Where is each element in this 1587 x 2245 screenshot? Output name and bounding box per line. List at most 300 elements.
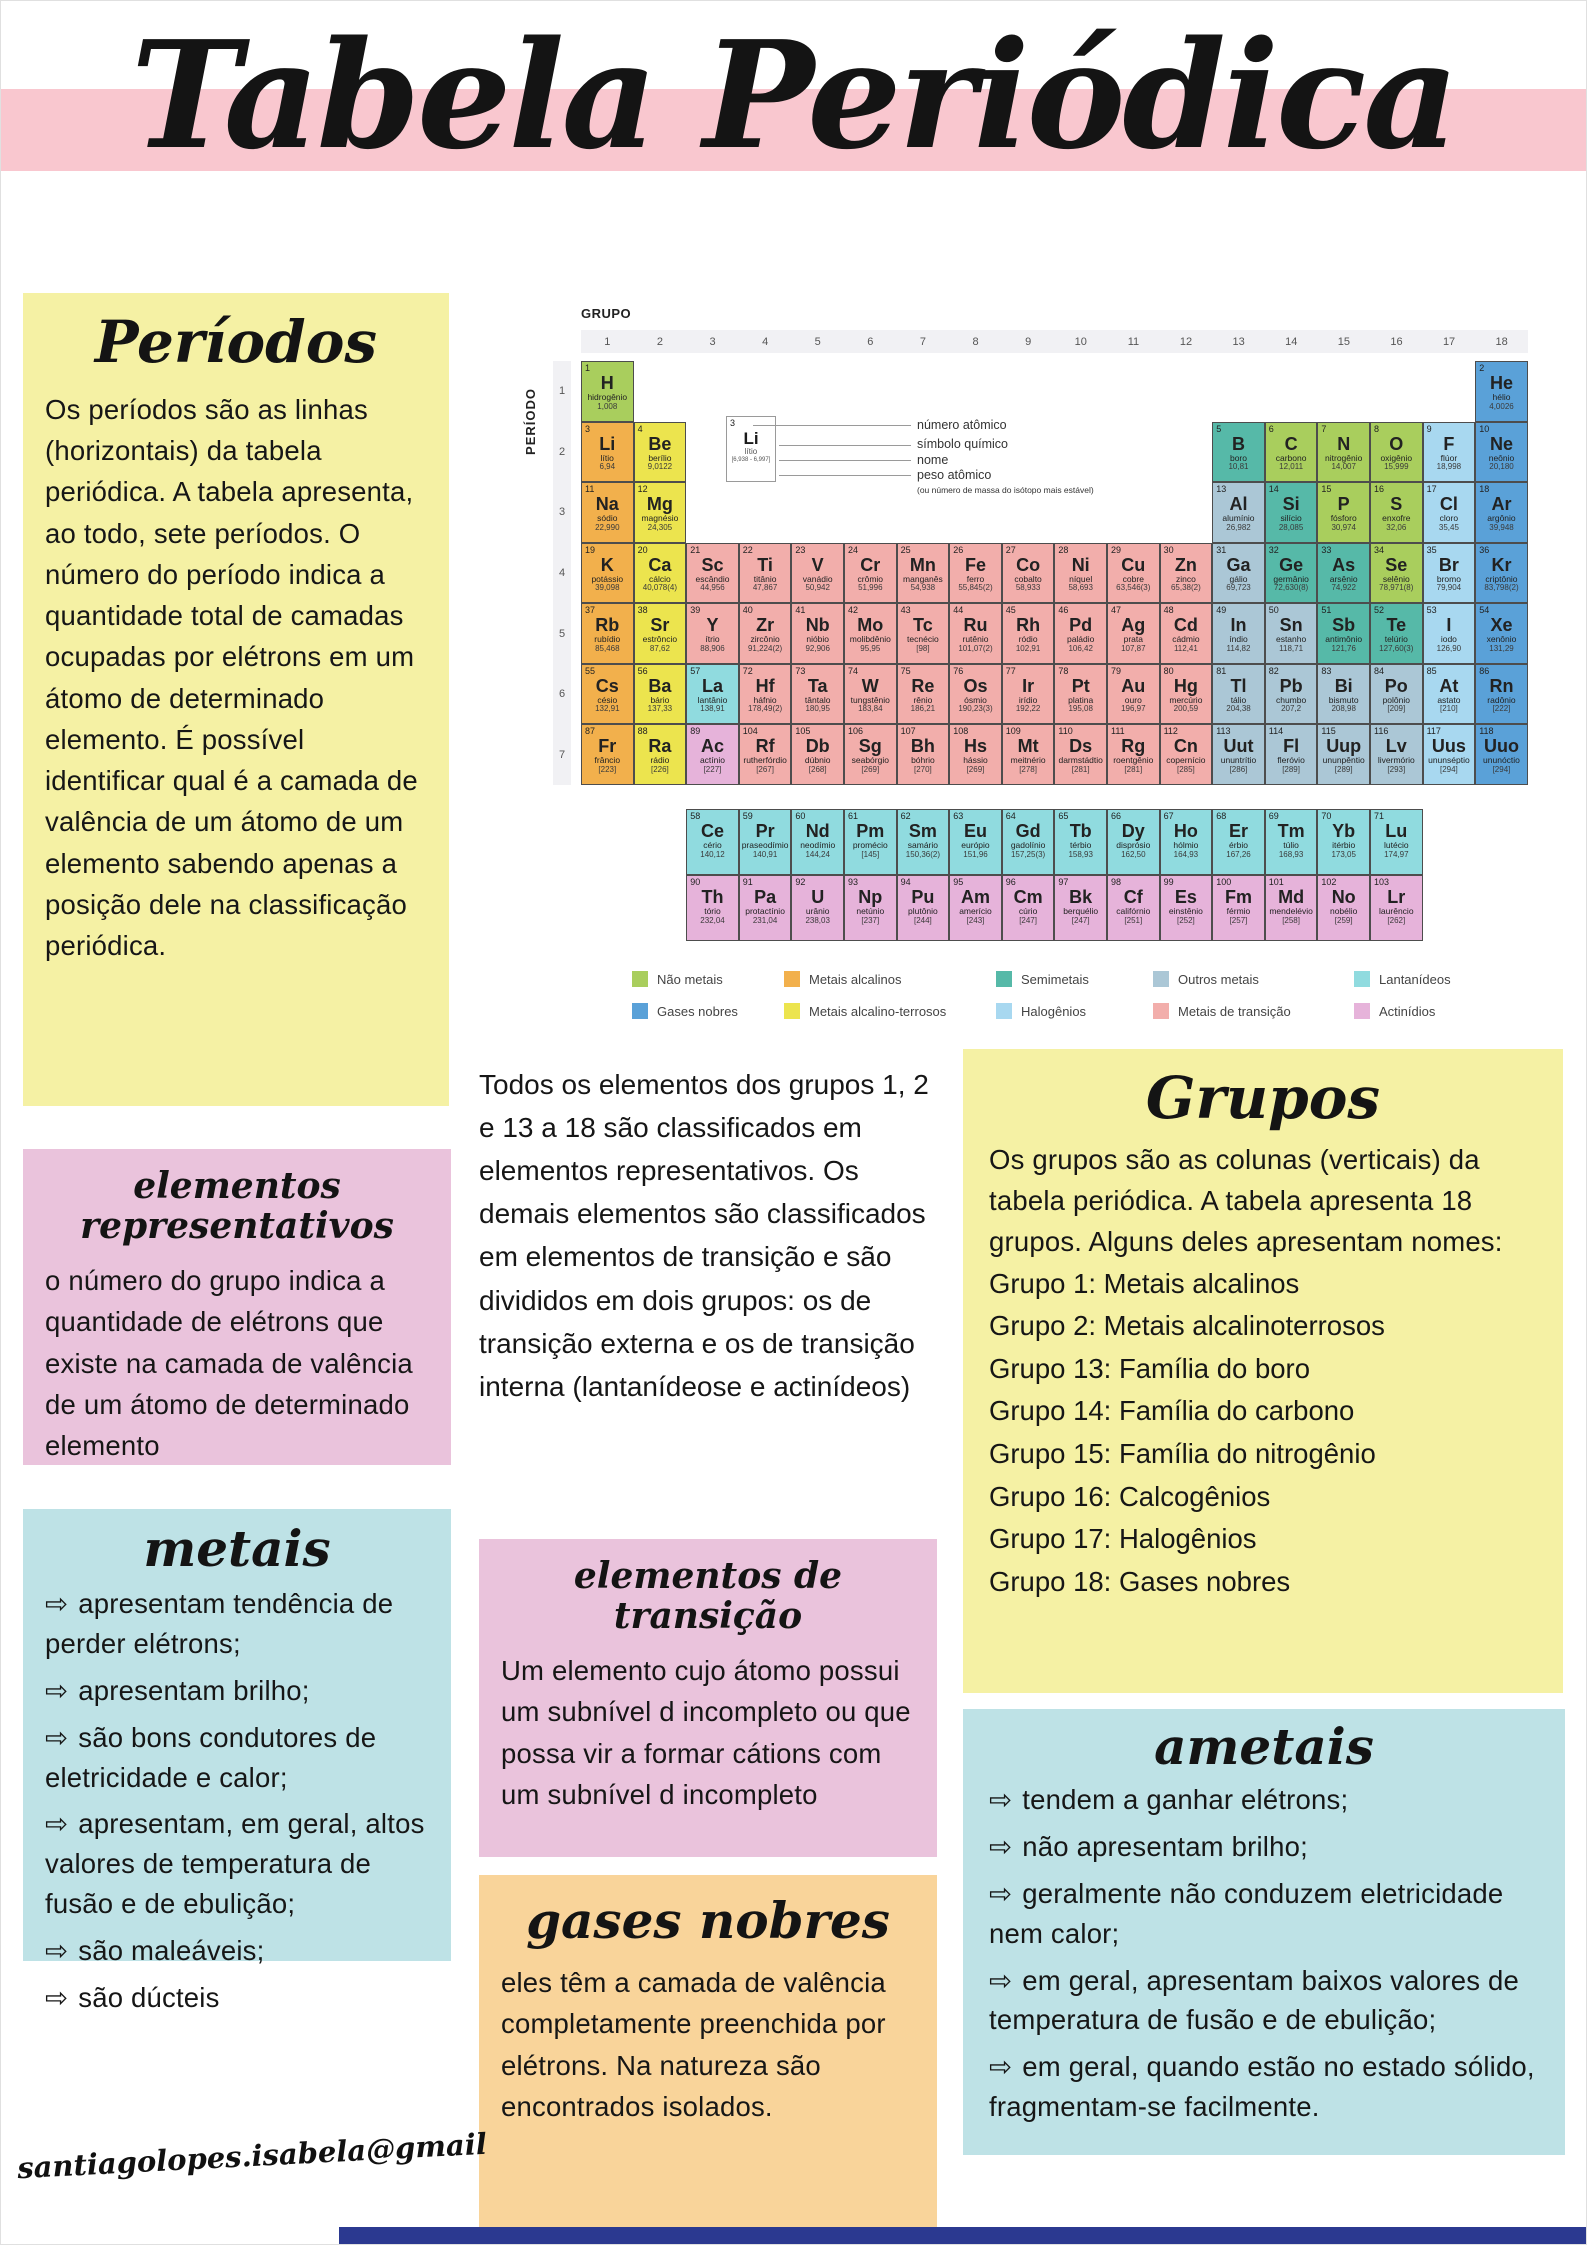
key-sample-mass: [6,938 - 6,997] <box>731 457 771 464</box>
element-mass: [258] <box>1282 915 1300 925</box>
bottom-accent-bar <box>339 2227 1587 2245</box>
element-atomic-number: 114 <box>1268 726 1284 736</box>
element-name: cálcio <box>649 573 671 584</box>
element-Np <box>844 875 897 941</box>
element-symbol: As <box>1332 554 1356 575</box>
element-name: férmio <box>1226 906 1251 916</box>
element-atomic-number: 31 <box>1216 544 1227 555</box>
element-Pr <box>739 809 792 875</box>
element-name: boro <box>1229 452 1247 463</box>
element-Rg <box>1107 724 1160 785</box>
element-atomic-number: 47 <box>1111 605 1122 615</box>
legend-swatch-noble <box>632 1003 648 1019</box>
element-symbol: Tc <box>913 615 933 635</box>
element-mass: 195,08 <box>1068 704 1093 714</box>
group-number: 14 <box>1285 335 1298 348</box>
element-mass: [251] <box>1124 915 1143 925</box>
element-atomic-number: 32 <box>1268 544 1279 555</box>
element-name: índio <box>1229 634 1248 644</box>
element-name: tântalo <box>804 694 831 705</box>
element-atomic-number: 60 <box>795 811 806 821</box>
element-atomic-number: 19 <box>585 544 596 555</box>
element-mass: 9,0122 <box>647 462 673 472</box>
element-atomic-number: 100 <box>1216 877 1232 887</box>
period-number: 2 <box>558 445 566 458</box>
element-Pa <box>739 875 792 941</box>
group-number: 11 <box>1127 335 1140 348</box>
element-mass: [278] <box>1019 764 1037 774</box>
element-symbol: Cu <box>1121 554 1146 575</box>
element-Ni <box>1054 543 1107 604</box>
element-symbol: Er <box>1228 821 1248 841</box>
element-mass: 88,906 <box>700 643 725 653</box>
element-mass: 232,04 <box>700 915 725 925</box>
element-name: radônio <box>1487 694 1516 705</box>
group-number: 2 <box>656 335 663 348</box>
element-mass: 144,24 <box>805 849 830 859</box>
element-name: magnésio <box>641 513 679 523</box>
element-symbol: Ds <box>1069 736 1093 756</box>
group-axis-label: GRUPO <box>581 306 632 321</box>
bullet-item <box>989 1874 1539 1954</box>
element-atomic-number: 51 <box>1321 605 1332 615</box>
arrow-bullet-icon: ⇨ <box>989 2051 1013 2083</box>
element-mass: 69,723 <box>1226 583 1251 593</box>
element-Sb <box>1317 603 1370 664</box>
element-name: argônio <box>1487 513 1516 523</box>
element-atomic-number: 84 <box>1374 665 1385 676</box>
element-atomic-number: 29 <box>1111 544 1122 555</box>
element-name: zircônio <box>750 634 780 644</box>
bullet-text: são bons condutores de eletricidade e calor; <box>45 1721 377 1793</box>
element-mass: 186,21 <box>910 704 936 714</box>
element-symbol: Th <box>701 887 724 907</box>
element-symbol: Ho <box>1173 821 1198 841</box>
element-symbol: Fe <box>964 554 986 575</box>
element-Li <box>581 422 634 483</box>
element-mass: 30,974 <box>1331 522 1356 532</box>
element-symbol: Bi <box>1334 675 1353 696</box>
element-name: nióbio <box>806 634 830 644</box>
element-name: antimônio <box>1325 634 1363 644</box>
element-Uup <box>1317 724 1370 785</box>
legend-label: Metais alcalino-terrosos <box>809 1003 947 1019</box>
element-name: neodímio <box>800 840 836 850</box>
element-At <box>1423 664 1476 725</box>
element-name: gálio <box>1229 573 1248 584</box>
element-name: molibdênio <box>849 634 891 644</box>
element-Pb <box>1265 664 1318 725</box>
element-symbol: Kr <box>1491 554 1512 575</box>
element-Kr <box>1475 543 1528 604</box>
element-symbol: Mn <box>909 554 936 575</box>
element-atomic-number: 9 <box>1426 423 1432 434</box>
element-Gd <box>1002 809 1055 875</box>
element-name: tório <box>704 906 721 916</box>
element-mass: 132,91 <box>595 704 620 714</box>
element-name: fósforo <box>1330 513 1357 523</box>
legend-item <box>1153 971 1259 987</box>
element-mass: 18,998 <box>1436 462 1462 472</box>
bullet-item <box>989 1827 1539 1867</box>
element-name: ouro <box>1124 694 1142 705</box>
element-Br <box>1423 543 1476 604</box>
element-Re <box>897 664 950 725</box>
element-Au <box>1107 664 1160 725</box>
element-Uut <box>1212 724 1265 785</box>
element-mass: 4,0026 <box>1489 401 1514 411</box>
element-Fe <box>949 543 1002 604</box>
element-atomic-number: 20 <box>637 544 648 555</box>
nonmetals-box <box>963 1709 1565 2155</box>
element-U <box>791 875 844 941</box>
arrow-bullet-icon: ⇨ <box>989 1877 1013 1909</box>
group-number: 18 <box>1495 335 1508 348</box>
element-Db <box>791 724 844 785</box>
element-atomic-number: 95 <box>953 877 964 887</box>
element-name: nobélio <box>1329 906 1358 916</box>
element-mass: 40,078(4) <box>642 583 678 593</box>
element-symbol: Nb <box>805 615 830 635</box>
element-atomic-number: 46 <box>1058 605 1069 615</box>
element-atomic-number: 52 <box>1374 605 1385 615</box>
element-Tm <box>1265 809 1318 875</box>
element-symbol: Uus <box>1431 736 1466 756</box>
element-mass: [281] <box>1124 764 1143 774</box>
element-Sm <box>897 809 950 875</box>
element-atomic-number: 91 <box>742 877 753 887</box>
element-symbol: Po <box>1384 675 1408 696</box>
element-symbol: No <box>1331 887 1356 907</box>
element-name: irídio <box>1018 694 1038 705</box>
element-name: berílio <box>648 452 672 463</box>
element-Sc <box>686 543 739 604</box>
element-mass: [243] <box>966 915 985 925</box>
element-symbol: Hf <box>755 675 775 696</box>
element-Ho <box>1160 809 1213 875</box>
element-mass: 190,23(3) <box>958 704 993 714</box>
element-symbol: B <box>1231 433 1245 454</box>
element-mass: 78,971(8) <box>1379 583 1414 593</box>
group-number: 5 <box>814 335 821 348</box>
element-mass: 22,990 <box>595 522 620 532</box>
element-Be <box>634 422 687 483</box>
element-name: térbio <box>1070 840 1092 850</box>
element-mass: 1,008 <box>597 401 618 411</box>
element-Cn <box>1160 724 1213 785</box>
element-mass: 83,798(2) <box>1484 583 1519 593</box>
element-symbol: Pa <box>754 887 777 907</box>
element-atomic-number: 67 <box>1163 811 1174 821</box>
element-Ds <box>1054 724 1107 785</box>
element-name: samário <box>907 840 938 850</box>
element-atomic-number: 98 <box>1111 877 1122 887</box>
element-mass: 58,933 <box>1015 583 1041 593</box>
element-symbol: Cd <box>1173 615 1198 635</box>
element-name: lutécio <box>1384 840 1409 850</box>
element-name: oxigênio <box>1380 452 1413 463</box>
element-atomic-number: 63 <box>953 811 964 821</box>
element-symbol: Dy <box>1121 821 1145 841</box>
element-atomic-number: 82 <box>1268 665 1279 676</box>
legend-label: Outros metais <box>1178 971 1259 987</box>
element-atomic-number: 96 <box>1005 877 1016 887</box>
element-symbol: Au <box>1121 675 1146 696</box>
element-C <box>1265 422 1318 483</box>
element-name: actínio <box>699 755 725 765</box>
groups-box <box>963 1049 1563 1693</box>
element-atomic-number: 87 <box>585 726 596 736</box>
element-symbol: Ru <box>963 615 988 635</box>
element-name: darmstádtio <box>1058 755 1103 765</box>
element-symbol: Yb <box>1332 821 1356 841</box>
element-name: selênio <box>1382 573 1410 584</box>
legend-swatch-semimetal <box>996 971 1012 987</box>
element-symbol: Fm <box>1224 887 1252 907</box>
element-mass: 15,999 <box>1384 462 1409 472</box>
element-atomic-number: 97 <box>1058 877 1069 887</box>
element-symbol: Y <box>706 615 719 635</box>
element-symbol: Ac <box>700 736 724 756</box>
element-Cl <box>1423 482 1476 543</box>
element-Lv <box>1370 724 1423 785</box>
element-symbol: Tm <box>1277 821 1305 841</box>
element-Yb <box>1317 809 1370 875</box>
element-Se <box>1370 543 1423 604</box>
element-atomic-number: 111 <box>1111 726 1125 736</box>
bullet-text: apresentam brilho; <box>78 1674 310 1706</box>
element-atomic-number: 40 <box>742 605 753 615</box>
element-name: cloro <box>1439 513 1459 523</box>
element-atomic-number: 74 <box>848 665 859 676</box>
element-name: mendelévio <box>1269 906 1313 916</box>
element-mass: 92,906 <box>805 643 830 653</box>
element-N <box>1317 422 1370 483</box>
element-mass: 164,93 <box>1173 849 1199 859</box>
element-In <box>1212 603 1265 664</box>
key-sample-symbol: Li <box>743 429 759 448</box>
element-mass: [247] <box>1071 915 1090 925</box>
element-mass: 95,95 <box>860 643 881 653</box>
element-name: tecnécio <box>907 634 939 644</box>
periods-heading: Períodos <box>94 308 378 376</box>
element-name: roentgênio <box>1113 755 1154 765</box>
element-name: berquélio <box>1063 906 1099 916</box>
element-name: hélio <box>1492 392 1511 402</box>
element-mass: 127,60(3) <box>1379 643 1414 653</box>
element-atomic-number: 26 <box>953 544 964 555</box>
element-Hg <box>1160 664 1213 725</box>
transition-body: Um elemento cujo átomo possui um subnível d incompleto ou que possa vir a formar cátions com um subnível d incompleto <box>501 1655 911 1810</box>
period-number: 1 <box>558 385 566 398</box>
element-mass: 47,867 <box>752 583 778 593</box>
element-Na <box>581 482 634 543</box>
element-Zn <box>1160 543 1213 604</box>
element-mass: 50,942 <box>805 583 830 593</box>
element-name: protactínio <box>745 906 785 916</box>
element-atomic-number: 80 <box>1163 665 1174 676</box>
element-mass: 150,36(2) <box>905 849 941 859</box>
legend-item <box>996 971 1089 987</box>
element-symbol: Lv <box>1385 736 1407 756</box>
element-Ac <box>686 724 739 785</box>
element-Bh <box>897 724 950 785</box>
element-symbol: Rb <box>595 615 620 635</box>
element-atomic-number: 115 <box>1321 726 1336 736</box>
element-name: chumbo <box>1275 694 1307 705</box>
element-Os <box>949 664 1002 725</box>
element-symbol: Rn <box>1489 675 1514 696</box>
element-symbol: Xe <box>1490 615 1513 635</box>
element-Pm <box>844 809 897 875</box>
element-atomic-number: 39 <box>690 605 701 615</box>
element-symbol: Zn <box>1174 554 1197 575</box>
element-symbol: Ra <box>648 736 672 756</box>
bullet-item <box>45 1584 429 1664</box>
element-Eu <box>949 809 1002 875</box>
element-name: manganês <box>903 573 943 584</box>
element-atomic-number: 65 <box>1058 811 1069 821</box>
element-atomic-number: 35 <box>1426 544 1437 555</box>
element-V <box>791 543 844 604</box>
element-mass: 55,845(2) <box>958 583 993 593</box>
element-atomic-number: 75 <box>900 665 911 676</box>
element-atomic-number: 1 <box>585 363 591 373</box>
element-Pu <box>897 875 950 941</box>
element-symbol: Ag <box>1121 615 1146 635</box>
element-name: érbio <box>1229 840 1248 850</box>
element-Ar <box>1475 482 1528 543</box>
element-mass: [237] <box>861 915 880 925</box>
bullet-item <box>45 1804 429 1924</box>
element-atomic-number: 28 <box>1058 544 1069 555</box>
group-number: 8 <box>972 335 979 348</box>
element-symbol: Rg <box>1121 736 1146 756</box>
legend-label: Não metais <box>657 971 723 987</box>
bullet-text: tendem a ganhar elétrons; <box>1022 1784 1349 1815</box>
element-atomic-number: 71 <box>1374 811 1385 821</box>
group-line: Grupo 14: Família do carbono <box>989 1395 1355 1427</box>
element-symbol: Si <box>1282 494 1300 514</box>
periods-box <box>23 293 449 1106</box>
legend-label: Lantanídeos <box>1379 971 1451 987</box>
element-name: estrôncio <box>642 634 678 644</box>
element-mass: 231,04 <box>752 915 778 925</box>
nonmetals-bullet-list <box>989 1780 1539 2127</box>
element-atomic-number: 59 <box>742 811 753 821</box>
element-Cu <box>1107 543 1160 604</box>
element-name: cobre <box>1122 573 1144 584</box>
element-mass: 26,982 <box>1226 522 1251 532</box>
element-atomic-number: 7 <box>1321 423 1327 434</box>
element-atomic-number: 36 <box>1479 544 1490 555</box>
element-mass: [294] <box>1439 764 1458 774</box>
element-atomic-number: 22 <box>742 544 753 555</box>
metals-box <box>23 1509 451 2013</box>
element-mass: 32,06 <box>1386 522 1407 532</box>
element-Nd <box>791 809 844 875</box>
element-atomic-number: 49 <box>1216 605 1227 615</box>
element-mass: 192,22 <box>1015 704 1041 714</box>
element-symbol: W <box>861 675 879 696</box>
element-atomic-number: 108 <box>953 726 969 736</box>
element-mass: [289] <box>1334 764 1353 774</box>
element-symbol: Es <box>1174 887 1197 907</box>
element-atomic-number: 88 <box>637 726 648 736</box>
bullet-item <box>989 1780 1539 1820</box>
element-symbol: Cl <box>1439 494 1458 514</box>
element-atomic-number: 14 <box>1268 484 1279 494</box>
element-Si <box>1265 482 1318 543</box>
callout-line <box>779 475 911 476</box>
legend-swatch-alkaline <box>784 1003 800 1019</box>
element-symbol: Lu <box>1385 821 1408 841</box>
period-number: 6 <box>558 688 566 701</box>
element-symbol: Tb <box>1069 821 1092 841</box>
element-symbol: Cr <box>860 554 881 575</box>
element-mass: [269] <box>966 764 985 774</box>
element-name: livermório <box>1377 755 1415 765</box>
element-symbol: I <box>1446 615 1452 635</box>
element-mass: 65,38(2) <box>1170 583 1201 593</box>
element-atomic-number: 4 <box>637 423 643 434</box>
legend-item <box>632 1003 738 1019</box>
element-Bi <box>1317 664 1370 725</box>
representative-body: o número do grupo indica a quantidade de elétrons que existe na camada de valência de um átomo de determinado elemento <box>45 1265 413 1462</box>
group-number: 12 <box>1179 335 1193 348</box>
element-atomic-number: 57 <box>690 665 701 676</box>
bullet-text: são dúcteis <box>78 1981 220 2013</box>
legend-label: Metais alcalinos <box>809 971 902 987</box>
element-mass: 85,468 <box>595 643 620 653</box>
element-atomic-number: 2 <box>1479 363 1485 373</box>
representative-elements-box <box>23 1149 451 1465</box>
element-symbol: Gd <box>1015 821 1041 841</box>
element-name: telúrio <box>1384 634 1408 644</box>
element-symbol: Fl <box>1283 736 1300 756</box>
element-mass: 200,59 <box>1173 704 1199 714</box>
legend-item <box>996 1003 1086 1019</box>
element-symbol: Mt <box>1017 736 1039 756</box>
element-symbol: Am <box>960 887 990 907</box>
element-Mo <box>844 603 897 664</box>
element-name: netúnio <box>856 906 885 916</box>
group-number: 15 <box>1337 335 1350 348</box>
element-name: rubídio <box>594 634 621 644</box>
author-signature: santiagolopes.isabela@gmail <box>16 2126 488 2186</box>
element-atomic-number: 34 <box>1374 544 1385 555</box>
element-mass: 114,82 <box>1226 643 1251 653</box>
element-Ba <box>634 664 687 725</box>
element-mass: [244] <box>913 915 932 925</box>
element-symbol: He <box>1489 373 1513 393</box>
element-name: hidrogênio <box>587 392 628 402</box>
element-mass: 58,693 <box>1068 583 1093 593</box>
element-symbol: Pu <box>911 887 935 907</box>
element-Dy <box>1107 809 1160 875</box>
element-atomic-number: 33 <box>1321 544 1332 555</box>
legend-swatch-transition <box>1153 1003 1169 1019</box>
element-La <box>686 664 739 725</box>
element-atomic-number: 55 <box>585 665 596 676</box>
element-mass: 131,29 <box>1489 643 1514 653</box>
element-atomic-number: 6 <box>1268 423 1274 434</box>
element-Hf <box>739 664 792 725</box>
element-atomic-number: 44 <box>953 605 964 615</box>
element-Zr <box>739 603 792 664</box>
element-mass: 140,91 <box>752 849 778 859</box>
bullet-text: em geral, quando estão no estado sólido, fragmentam-se facilmente. <box>989 2051 1535 2123</box>
